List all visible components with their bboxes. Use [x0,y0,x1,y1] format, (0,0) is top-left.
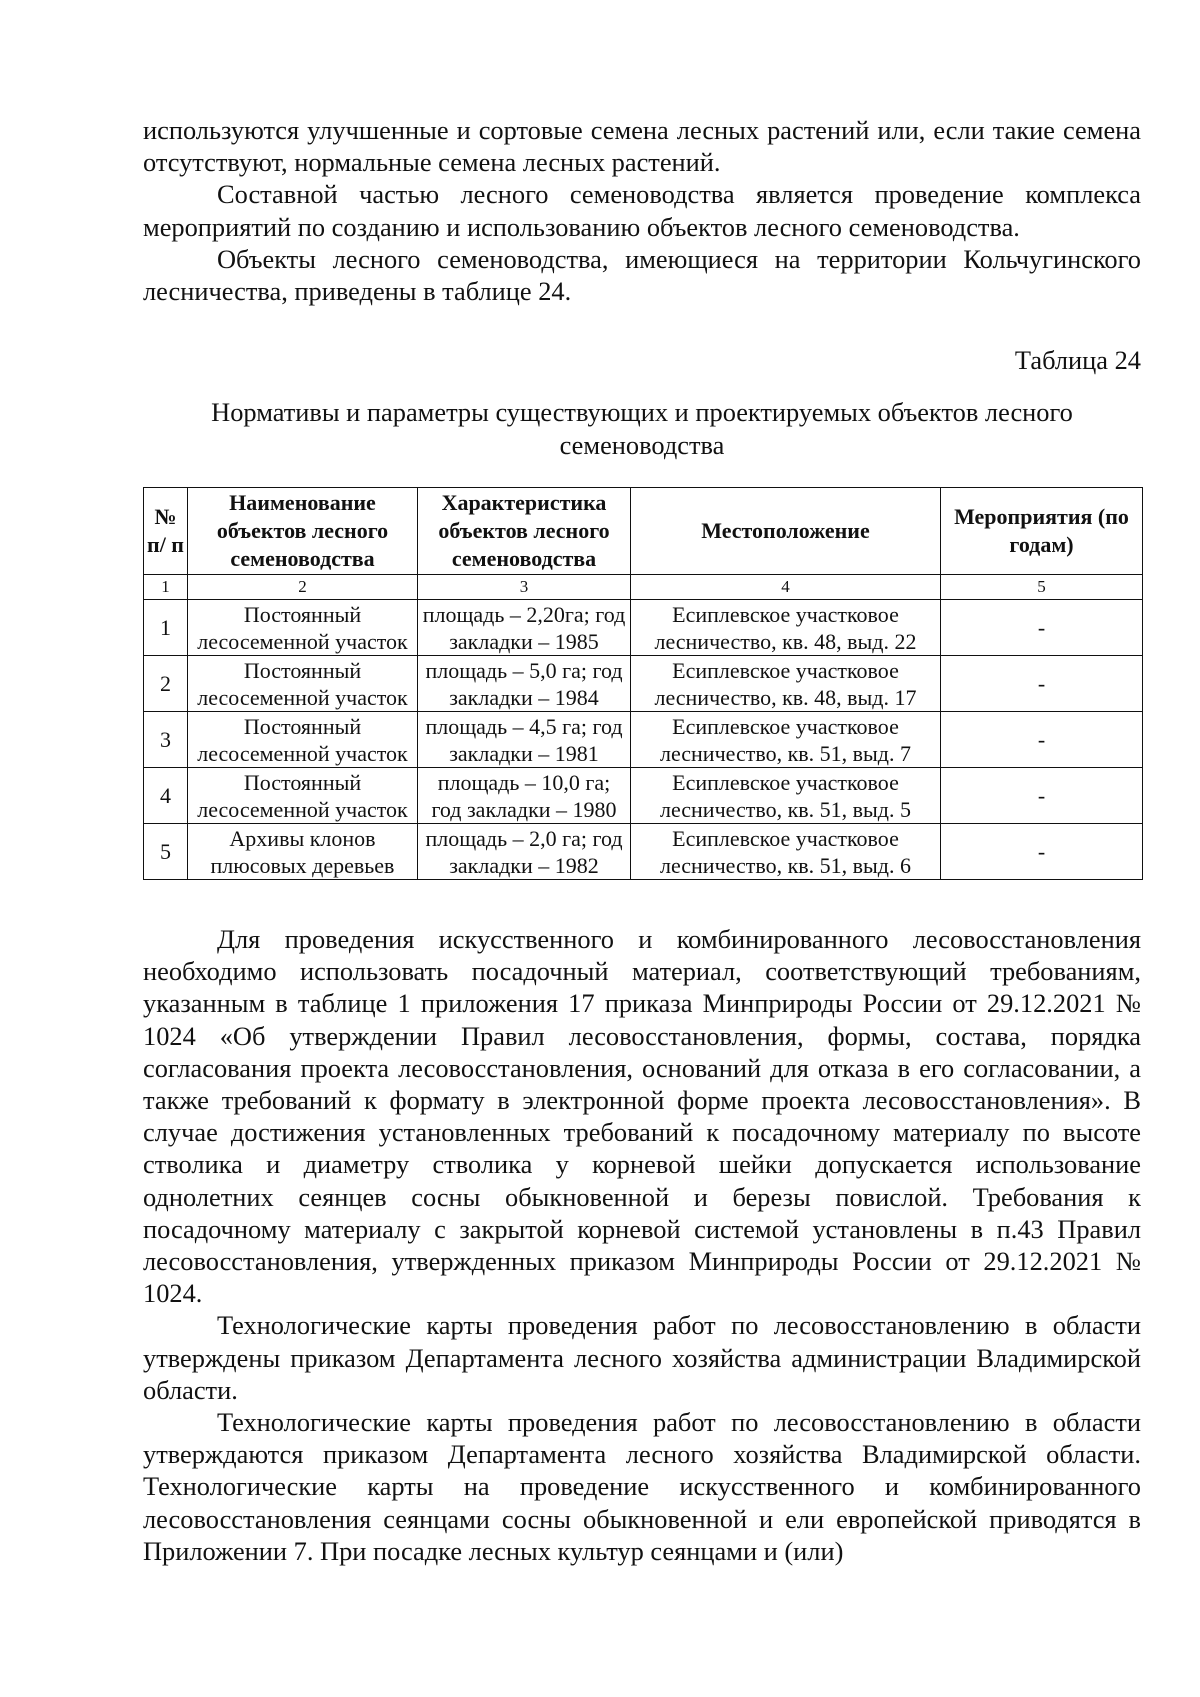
intro-text [143,114,1141,307]
intro-paragraph-1: используются улучшенные и сортовые семена лесных растений или, если такие семена отсутствуют, нормальные семена лесных растений. [143,115,1141,178]
body-paragraph-2: Технологические карты проведения работ по лесовосстановлению в области утверждены приказом Департамента лесного хозяйства администрации Владимирской области. [143,1310,1141,1405]
cell-characteristics: площадь – 4,5 га; год закладки – 1981 [418,712,631,768]
intro-paragraph-3: Объекты лесного семеноводства, имеющиеся на территории Кольчугинского лесничества, приведены в таблице 24. [143,243,1141,307]
cell-activities: - [941,768,1143,824]
cell-number: 5 [144,824,188,880]
seed-objects-table [143,487,1143,880]
body-text [143,923,1141,1567]
cell-name: Постоянный лесосеменной участок [188,712,418,768]
header-location: Местоположение [631,488,941,575]
cell-number: 4 [144,768,188,824]
cell-name: Постоянный лесосеменной участок [188,656,418,712]
column-number: 3 [418,575,631,600]
column-number: 2 [188,575,418,600]
cell-activities: - [941,712,1143,768]
cell-activities: - [941,656,1143,712]
cell-characteristics: площадь – 2,20га; год закладки – 1985 [418,600,631,656]
table-row [144,656,1143,712]
cell-characteristics: площадь – 5,0 га; год закладки – 1984 [418,656,631,712]
body-paragraph-1: Для проведения искусственного и комбинированного лесовосстановления необходимо использовать посадочный материал, соответствующий требованиям, указанным в таблице 1 приложения 17 приказа Минприроды России от 29.12.2021 № 1024 «Об утверждении Правил лесовосстановления, формы, состава, порядка согласования проекта лесовосстановления, оснований для отказа в его согласовании, а также требований к формату в электронной форме проекта лесовосстановления». В случае достижения установленных требований к посадочному материалу по высоте стволика и диаметру стволика у корневой шейки допускается использование однолетних сеянцев сосны обыкновенной и березы повислой. Требования к посадочному материалу с закрытой корневой системой установлены в п.43 Правил лесовосстановления, утвержденных приказом Минприроды России от 29.12.2021 № 1024. [143,924,1141,1309]
cell-characteristics: площадь – 2,0 га; год закладки – 1982 [418,824,631,880]
column-number: 5 [941,575,1143,600]
body-paragraph-3: Технологические карты проведения работ по лесовосстановлению в области утверждаются приказом Департамента лесного хозяйства Владимирской области. Технологические карты на проведение искусственного и комбинированного лесовосстановления сеянцами сосны обыкновенной и ели европейской приводятся в Приложении 7. При посадке лесных культур сеянцами и (или) [143,1407,1141,1566]
cell-characteristics: площадь – 10,0 га; год закладки – 1980 [418,768,631,824]
header-number: № п/ п [144,488,188,575]
column-number-row [144,575,1143,600]
table-header-row [144,488,1143,575]
header-characteristics: Характеристика объектов лесного семеноводства [418,488,631,575]
cell-name: Постоянный лесосеменной участок [188,768,418,824]
cell-name: Архивы клонов плюсовых деревьев [188,824,418,880]
cell-location: Есиплевское участковое лесничество, кв. 51, выд. 7 [631,712,941,768]
column-number: 1 [144,575,188,600]
cell-name: Постоянный лесосеменной участок [188,600,418,656]
cell-activities: - [941,600,1143,656]
cell-location: Есиплевское участковое лесничество, кв. 51, выд. 5 [631,768,941,824]
column-number: 4 [631,575,941,600]
table-row [144,712,1143,768]
intro-paragraph-2: Составной частью лесного семеноводства является проведение комплекса мероприятий по созданию и использованию объектов лесного семеноводства. [143,179,1141,242]
table-row [144,768,1143,824]
cell-location: Есиплевское участковое лесничество, кв. 48, выд. 17 [631,656,941,712]
table-row [144,600,1143,656]
cell-location: Есиплевское участковое лесничество, кв. 51, выд. 6 [631,824,941,880]
cell-number: 1 [144,600,188,656]
cell-location: Есиплевское участковое лесничество, кв. 48, выд. 22 [631,600,941,656]
cell-number: 2 [144,656,188,712]
cell-activities: - [941,824,1143,880]
table-title: Нормативы и параметры существующих и проектируемых объектов лесного семеноводства [211,397,1073,460]
header-activities: Мероприятия (по годам) [941,488,1143,575]
cell-number: 3 [144,712,188,768]
table-row [144,824,1143,880]
table-label: Таблица 24 [1014,345,1141,375]
header-name: Наименование объектов лесного семеноводства [188,488,418,575]
